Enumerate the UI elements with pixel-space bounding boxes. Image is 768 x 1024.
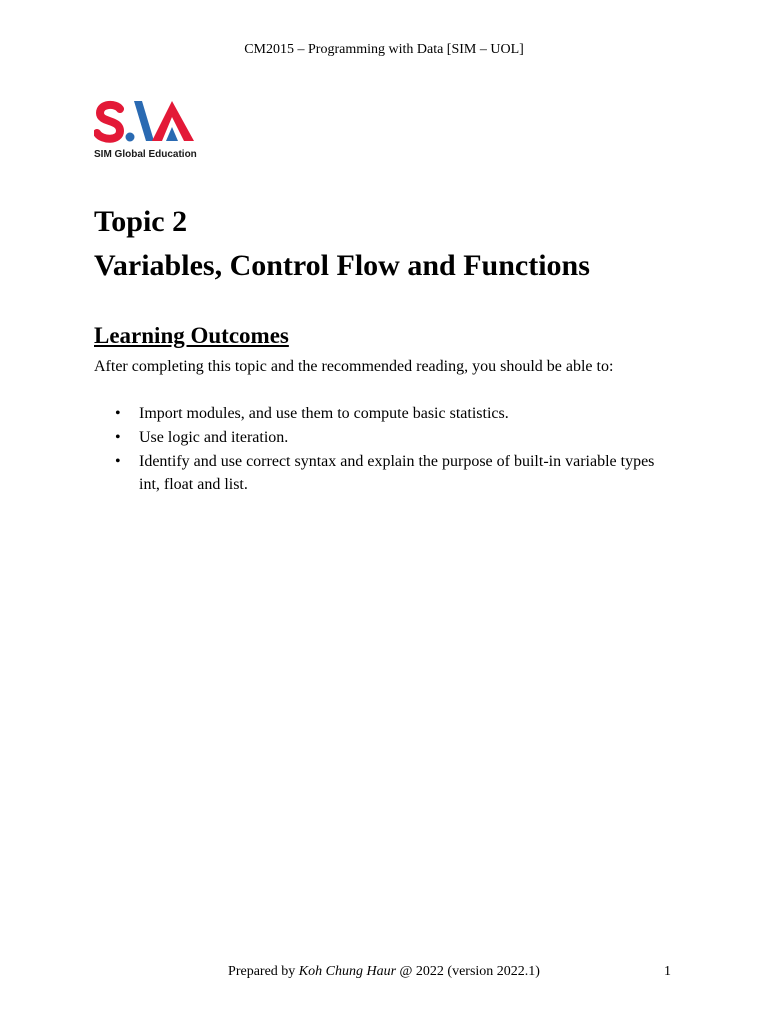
list-item (94, 450, 674, 496)
footer-author: Koh Chung Haur (298, 964, 397, 979)
learning-outcomes-intro: After completing this topic and the recommended reading, you should be able to: (94, 358, 614, 375)
logo-caption: SIM Global Education (94, 149, 197, 160)
page-footer (0, 964, 768, 980)
page-title (94, 200, 590, 288)
footer-prefix: Prepared by (228, 964, 299, 979)
title-topic-name: Variables, Control Flow and Functions (94, 249, 590, 282)
title-topic-number: Topic 2 (94, 205, 188, 238)
footer-suffix: @ 2022 (version 2022.1) (396, 964, 540, 979)
learning-outcomes-list (94, 402, 674, 497)
page-number: 1 (664, 964, 671, 979)
learning-outcomes-heading: Learning Outcomes (94, 323, 289, 348)
bullet-icon: • (115, 453, 121, 470)
page-header: CM2015 – Programming with Data [SIM – UOL] (244, 42, 524, 57)
list-item (94, 426, 674, 449)
sim-logo (94, 97, 204, 167)
list-item-text: Use logic and iteration. (139, 429, 289, 446)
list-item-text: Identify and use correct syntax and explain the purpose of built-in variable types int, float and list. (139, 453, 655, 493)
bullet-icon: • (115, 405, 121, 422)
list-item (94, 402, 674, 425)
sim-logo-icon (94, 97, 196, 145)
list-item-text: Import modules, and use them to compute basic statistics. (139, 405, 509, 422)
bullet-icon: • (115, 429, 121, 446)
